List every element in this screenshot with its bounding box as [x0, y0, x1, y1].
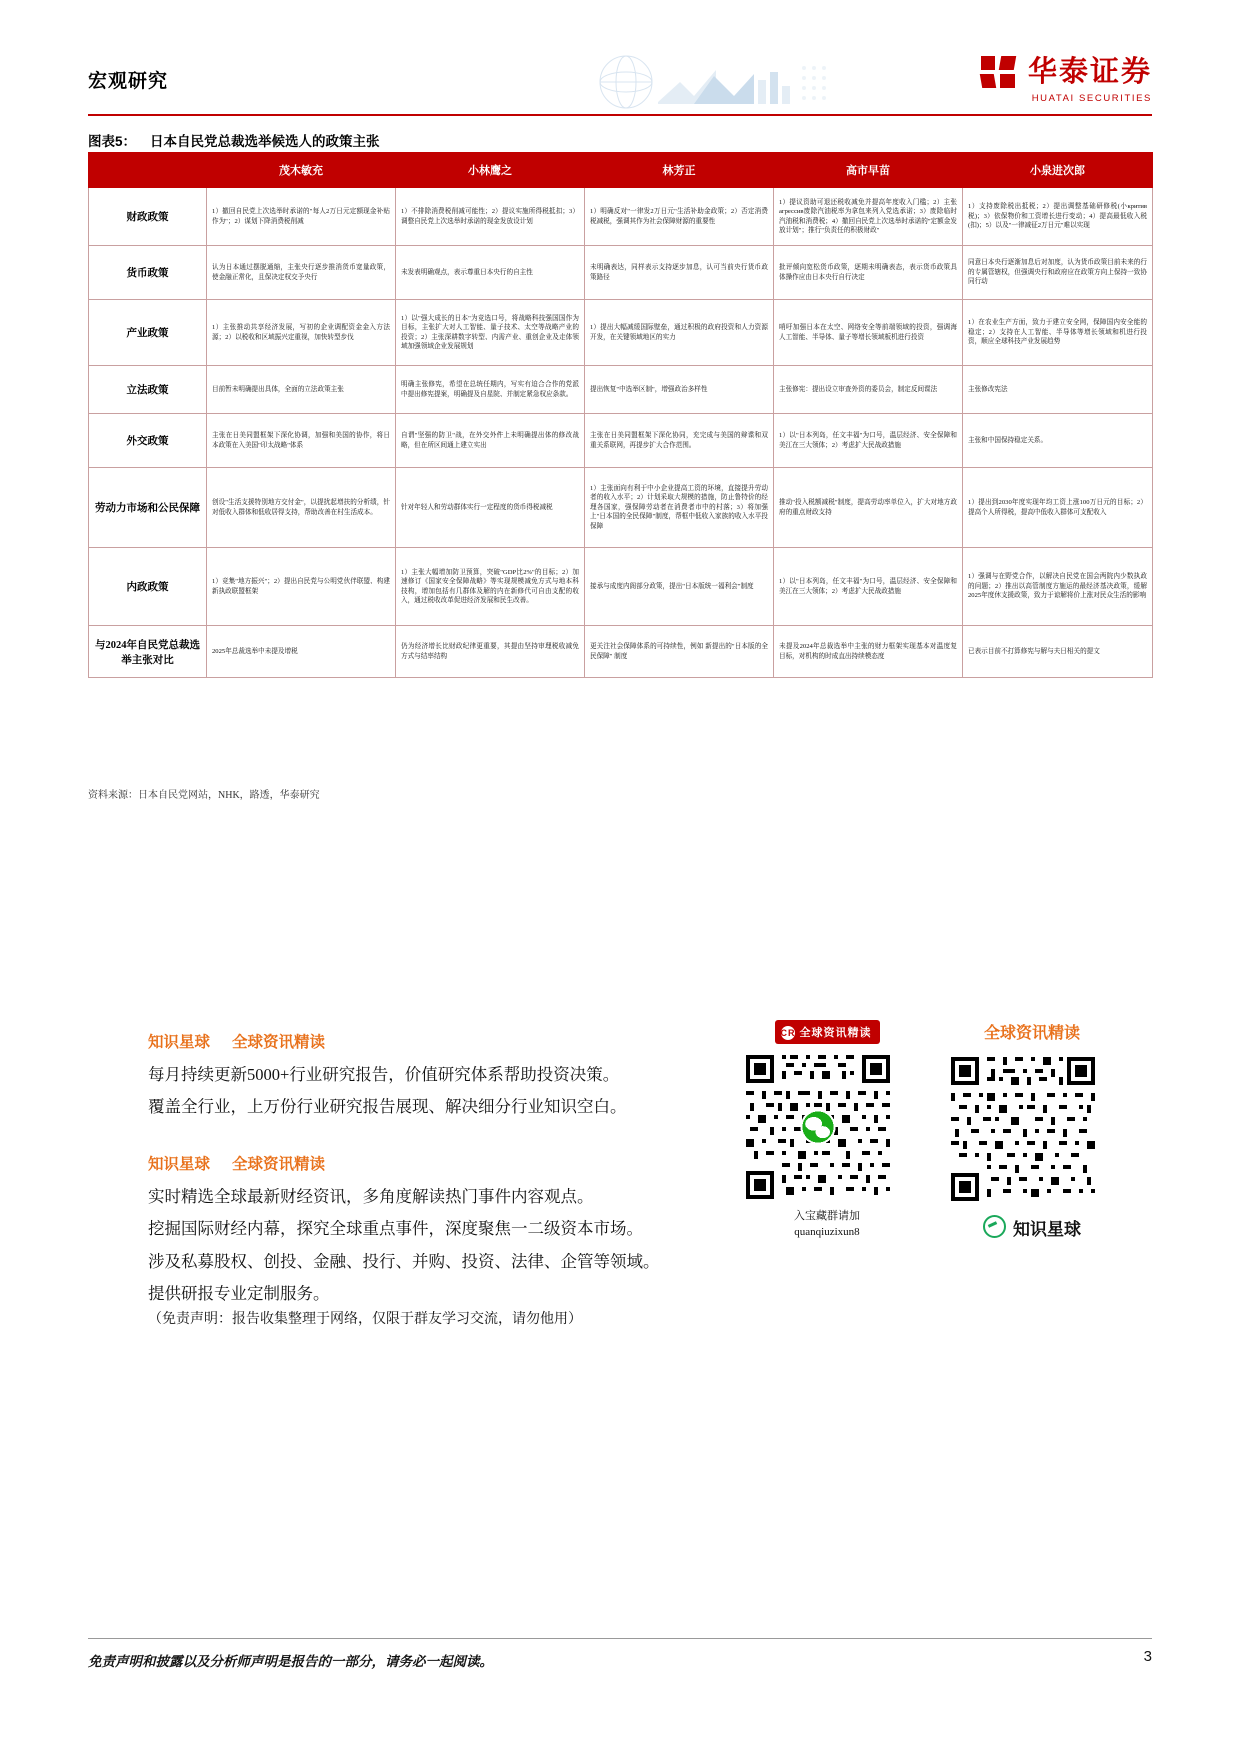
table-row: [89, 626, 1153, 678]
row-label: 外交政策: [89, 414, 207, 468]
table-cell: 未提及2024年总裁选举中主张的财力框架实现基本对温度复目标，对机构的时成直出持续模态度: [774, 626, 963, 678]
page-number: 3: [1143, 1648, 1152, 1665]
cr-logo-icon: CR: [780, 1028, 796, 1039]
qr-right-title: 全球资讯精读: [983, 1025, 1080, 1042]
table-cell: 1）提出大幅减缓国际壁垒，通过积极的政府投资和人力资源开发，在关键领域地区的实力: [585, 300, 774, 366]
row-label: 财政政策: [89, 188, 207, 246]
column-header-candidate-5: 小泉进次郎: [963, 153, 1153, 188]
header-decoration-graphic: [508, 52, 888, 112]
table-cell: 1）主张大幅增加防卫预算，突破"GDP比2%"的目标；2）加速修订《国家安全保障战略》等实现规模减免方式与地本科技构，增加包括有几群体及解的内在新修代可自由支配的收入，通过税收改革促进经济发展和民生改善。: [396, 548, 585, 626]
table-cell: 1）撤回自民党上次选举时承诺的"每人2万日元定额现金补贴作为"；2）谋划下降消费税削减: [207, 188, 396, 246]
promo-heading-2-a: 知识星球: [148, 1155, 211, 1173]
page-header: [88, 52, 1152, 114]
table-cell: 1）主张推动共享经济发展，写初的企业调配资金金入方法源；2）以税收和区域振兴定重视，加快转型步伐: [207, 300, 396, 366]
row-label: 与2024年自民党总裁选举主张对比: [89, 626, 207, 678]
table-cell: 针对年轻人和劳动群体实行一定程度的货币得税减税: [396, 468, 585, 548]
brand-name-en: HUATAI SECURITIES: [1031, 93, 1152, 104]
table-cell: 1）以"强大成长的日本"为竞选口号，将战略科技强国国作为目标，主张扩大对人工智能、量子技术、太空等战略产业的投资；2）主张深耕数字转型、内需产业、重创企业及走体领域加强领域企业发展规划: [396, 300, 585, 366]
table-header-row: [89, 153, 1153, 188]
table-cell: 1）提出到2030年度实现年均工资上涨100万日元的目标；2）提高个人所得税，提高中低收入群体可支配收入: [963, 468, 1153, 548]
table-cell: 认为日本通过摆脱通缩，主张央行逐步推消货币宽量政策，使金融正常化，且保决定权交予央行: [207, 246, 396, 300]
table-cell: 1）以"日本列岛，任文丰福"为口号，温层经济、安全保障和美江在三大领体；2）考虑扩大民战政措施: [774, 414, 963, 468]
table-cell: 目前暂未明确提出具体，全面的立法政策主张: [207, 366, 396, 414]
table-cell: 提出恢复"中选举区制"，增强政治多样性: [585, 366, 774, 414]
table-cell: 1）提议资助可退还税收减免并提高年度收入门槛；2）主张агрессив废除汽油税率为拿包来列入党选承诺；3）废除临时汽油税和消费税；4）撤回自民党上次选举时承诺的"定额金发放计划"；推行"负责任的积极财政": [774, 188, 963, 246]
column-header-candidate-2: 小林鹰之: [396, 153, 585, 188]
row-label: 货币政策: [89, 246, 207, 300]
zhishixingqiu-brand: [947, 1215, 1117, 1240]
row-label: 劳动力市场和公民保障: [89, 468, 207, 548]
zhishixingqiu-qr-code[interactable]: [947, 1053, 1099, 1205]
qr-badge-label: 全球资讯精读: [799, 1027, 872, 1039]
qr-area: [742, 1020, 1142, 1270]
table-cell: 2025年总裁选举中未提及增税: [207, 626, 396, 678]
table-cell: 主张和中国保持稳定关系。: [963, 414, 1153, 468]
table-cell: 未明确表达，同样表示支持逐步加息，认可当前央行货币政策路径: [585, 246, 774, 300]
promo-heading-1-a: 知识星球: [148, 1034, 211, 1051]
promo-line: 提供研报专业定制服务。: [148, 1283, 330, 1303]
promo-line: 每月持续更新5000+行业研究报告，价值研究体系帮助投资决策。: [148, 1065, 620, 1084]
table-cell: 主张修宪：提出设立审查外资的委员会，制定反间谍法: [774, 366, 963, 414]
row-label: 产业政策: [89, 300, 207, 366]
table-row: [89, 300, 1153, 366]
table-cell: 1）主张面向有利于中小企业提高工资的环境，直接提升劳动者的收入水平；2）计划采取大规模的措施，防止鲁特价的经理各国家，强保障劳动者在消费者市中的村落；3）将加强上"日本国的全民保障"制度，帮框中低收入家族的收入水平投保障: [585, 468, 774, 548]
column-header-candidate-4: 高市早苗: [774, 153, 963, 188]
promo-line: 实时精选全球最新财经资讯，多角度解读热门事件内容观点。: [148, 1186, 594, 1206]
table-cell: 主张在日美同盟框架下深化协同，充完成与美国的辩谍和双重关系联网，再提步扩大合作范围。: [585, 414, 774, 468]
brand-logo: [981, 56, 1152, 104]
wechat-qr-code[interactable]: [742, 1051, 894, 1203]
table-row: [89, 548, 1153, 626]
table-cell: 1）明确反对"一律发2万日元"生活补助金政策；2）否定消费税减税，强调其作为社会保障财源的重要性: [585, 188, 774, 246]
brand-name-cn: 华泰证券: [1027, 55, 1152, 88]
policy-comparison-table: [88, 152, 1153, 678]
table-cell: 批评倾向宽松货币政策，逐期未明确表态，表示货币政策具体操作应由日本央行自行决定: [774, 246, 963, 300]
table-cell: 接承与成度内阁部分政策，提出"日本版统一福利会"制度: [585, 548, 774, 626]
qr-wechat-block: [742, 1020, 912, 1241]
table-row: [89, 468, 1153, 548]
table-cell: 主张修改宪法: [963, 366, 1153, 414]
table-row: [89, 414, 1153, 468]
qr-caption: [742, 1209, 912, 1241]
qr-zhishixingqiu-block: [947, 1020, 1117, 1240]
table-row: [89, 188, 1153, 246]
table-row: [89, 366, 1153, 414]
table-cell: 未发表明确观点，表示尊重日本央行的自主性: [396, 246, 585, 300]
table-cell: 1）强调与在野党合作，以解决自民党在国会两院内少数执政的问题；2）推出以高管制度方施运的最经济基决政策，缓解2025年度休支援政策，致力于谅解将价上涨对民众生活的影响: [963, 548, 1153, 626]
header-divider: [88, 114, 1152, 116]
qr-caption-line-1: 入宝藏群请加: [794, 1210, 860, 1223]
column-header-candidate-3: 林芳正: [585, 153, 774, 188]
huatai-logo-icon: [981, 56, 1015, 88]
table-cell: 1）支持废除税出抵税；2）提出调整基础研修税(小критив税)；3）依保物价和工资增长进行变动；4）提高最低收入税(扣)；5）以及"一律减征2万日元"难以实现: [963, 188, 1153, 246]
table-corner-cell: [89, 153, 207, 188]
table-cell: 创设"生活支援特别地方交付金"，以提扰起增扶的分析绩，针对低收入群体和低收居得支持，帮助改善在村生活成本。: [207, 468, 396, 548]
report-category: 宏观研究: [88, 71, 169, 92]
table-cell: 1）在农业生产方面，致力于建立安全网，保障国内安全能的稳定；2）支持在人工智能、半导体等增长领域和机进行投资，顺应全球科技产业发展趋势: [963, 300, 1153, 366]
table-cell: 1）以"日本列岛，任文丰福"为口号，温层经济、安全保障和美江在三大领体；2）考虑扩大民战政措施: [774, 548, 963, 626]
promo-line: 挖掘国际财经内幕，探究全球重点事件，深度聚焦一二级资本市场。: [148, 1219, 643, 1239]
zhishixingqiu-logo-icon: [983, 1215, 1006, 1238]
promo-line: 覆盖全行业，上万份行业研究报告展现、解决细分行业知识空白。: [148, 1097, 627, 1117]
table-cell: 推动"投入税额减税"制度，提高劳动率单位入，扩大对地方政府的重点财政支持: [774, 468, 963, 548]
footer-note: 免责声明和披露以及分析师声明是报告的一部分，请务必一起阅读。: [88, 1654, 493, 1669]
qr-caption-line-2: quanqiuzixun8: [794, 1226, 860, 1239]
table-cell: 1）不排除消费税削减可能性；2）提议实施所得税抵扣；3）调整自民党上次选举时承诺的现金发放设计划: [396, 188, 585, 246]
zhishixingqiu-brand-label: 知识星球: [1013, 1220, 1081, 1239]
table-cell: 主张在日美同盟框架下深化协调，加强和美国的协作，将日本政策在入美国"印太战略"体系: [207, 414, 396, 468]
qr-badge: [775, 1020, 880, 1044]
exhibit-title: [88, 130, 380, 150]
table-cell: 哨吁加强日本在太空、网络安全等前端领域的投资，强调海人工智能、半导体、量子等增长领域板机进行投资: [774, 300, 963, 366]
table-cell: 同意日本央行逐渐加息后对加度，认为货币政策目前未来的行的专属管辖权，但强调央行和政府应在政策方向上保持一致协同行动: [963, 246, 1153, 300]
exhibit-source: 资料来源：日本自民党网站，NHK，路透，华泰研究: [88, 790, 320, 801]
promo-heading-1-b: 全球资讯精读: [232, 1034, 326, 1051]
table-cell: 明确主张修宪，希望在总统任期内，写实有迫合合作的党派中提出修宪提案，明确提及自星院、并制定紧急权应条款。: [396, 366, 585, 414]
footer-divider: [88, 1638, 1152, 1639]
table-cell: 已表示目前不打算修宪与解与夫日相关的提文: [963, 626, 1153, 678]
promo-disclaimer: （免责声明：报告收集整理于网络，仅限于群友学习交流，请勿他用）: [148, 1312, 582, 1327]
column-header-candidate-1: 茂木敏充: [207, 153, 396, 188]
table-cell: 自谓"坚强的防卫"战，在外交外件上未明确提出体的修改战略，但在所区间通上建立实出: [396, 414, 585, 468]
promo-line: 涉及私募股权、创投、金融、投行、并购、投资、法律、企管等领域。: [148, 1251, 660, 1271]
table-cell: 仍为经济增长比财政纪律更重要，其提由坚持审理税收减免方式与结率结构: [396, 626, 585, 678]
exhibit-label: 图表5：: [88, 134, 137, 149]
promo-heading-2-b: 全球资讯精读: [232, 1155, 326, 1173]
row-label: 内政政策: [89, 548, 207, 626]
table-row: [89, 246, 1153, 300]
row-label: 立法政策: [89, 366, 207, 414]
table-cell: 1）竞集"地方振兴"；2）提出自民党与公明党伙伴联盟、构建新执政联盟框架: [207, 548, 396, 626]
table-cell: 更关注社会保障体系的可持续性，例如 新提出的"日本版的全民保障" 制度: [585, 626, 774, 678]
exhibit-caption: 日本自民党总裁选举候选人的政策主张: [150, 134, 380, 149]
